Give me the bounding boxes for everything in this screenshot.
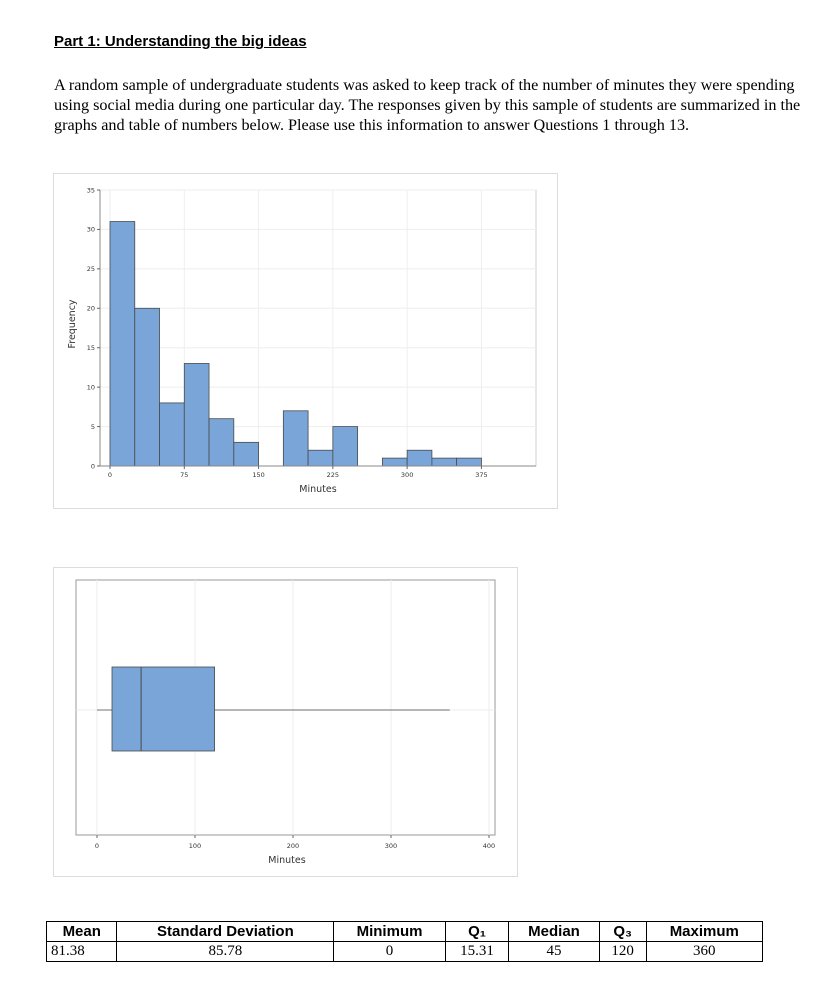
x-tick-label: 300 <box>384 842 398 850</box>
histogram-bar <box>234 442 259 466</box>
value-minimum: 0 <box>334 942 445 962</box>
histogram-bar <box>135 308 160 466</box>
value-q3: 120 <box>599 942 646 962</box>
histogram-chart <box>54 174 557 508</box>
y-tick-label: 5 <box>90 422 95 431</box>
y-tick-label: 15 <box>86 344 95 353</box>
histogram-bar <box>209 419 234 466</box>
y-tick-label: 25 <box>86 265 95 274</box>
histogram-bar <box>432 458 457 466</box>
header-q1: Q₁ <box>445 922 509 942</box>
value-q1: 15.31 <box>445 942 509 962</box>
value-median: 45 <box>509 942 599 962</box>
header-mean: Mean <box>47 922 117 942</box>
histogram-bar <box>382 458 407 466</box>
histogram-bar <box>283 411 308 466</box>
y-tick-label: 30 <box>86 225 95 234</box>
histogram-bar <box>184 363 209 466</box>
header-q3: Q₃ <box>599 922 646 942</box>
x-tick-label: 0 <box>94 842 100 850</box>
header-minimum: Minimum <box>334 922 445 942</box>
x-tick-label: 150 <box>252 471 265 479</box>
stats-value-row <box>47 942 763 962</box>
histogram-bar <box>333 427 358 466</box>
value-mean: 81.38 <box>47 942 117 962</box>
histogram-bar <box>407 450 432 466</box>
iqr-box <box>112 667 215 751</box>
intro-paragraph: A random sample of undergraduate students was asked to keep track of the number of minutes they were spending using social media during one particular day. The responses given by this sample of students are summarized in the graphs and table of numbers below. Please use this information to answer Questions 1 through 13. <box>54 76 801 134</box>
boxplot-figure <box>53 567 518 877</box>
x-tick-label: 75 <box>180 471 189 479</box>
histogram-bar <box>457 458 482 466</box>
x-tick-label: 375 <box>475 471 488 479</box>
y-tick-label: 20 <box>86 304 95 313</box>
header-maximum: Maximum <box>646 922 762 942</box>
y-tick-label: 35 <box>86 186 95 195</box>
x-tick-label: 300 <box>400 471 414 479</box>
x-tick-label: 100 <box>188 842 202 850</box>
y-axis-title: Frequency <box>67 299 78 349</box>
x-tick-label: 0 <box>107 471 113 479</box>
y-tick-label: 0 <box>90 462 95 471</box>
x-axis-title: Minutes <box>268 855 306 866</box>
header-median: Median <box>509 922 599 942</box>
boxplot-chart <box>54 568 517 876</box>
histogram-bar <box>160 403 185 466</box>
x-tick-label: 225 <box>326 471 340 479</box>
stats-header-row <box>47 922 763 942</box>
value-std-dev: 85.78 <box>117 942 334 962</box>
histogram-bar <box>110 222 135 466</box>
x-axis-title: Minutes <box>299 484 337 495</box>
histogram-bar <box>308 450 333 466</box>
histogram-figure <box>53 173 558 509</box>
header-std-dev: Standard Deviation <box>117 922 334 942</box>
x-tick-label: 200 <box>286 842 300 850</box>
x-tick-label: 400 <box>482 842 496 850</box>
y-tick-label: 10 <box>86 383 95 392</box>
value-maximum: 360 <box>646 942 762 962</box>
section-heading: Part 1: Understanding the big ideas <box>54 33 307 50</box>
summary-stats-table <box>46 921 763 962</box>
